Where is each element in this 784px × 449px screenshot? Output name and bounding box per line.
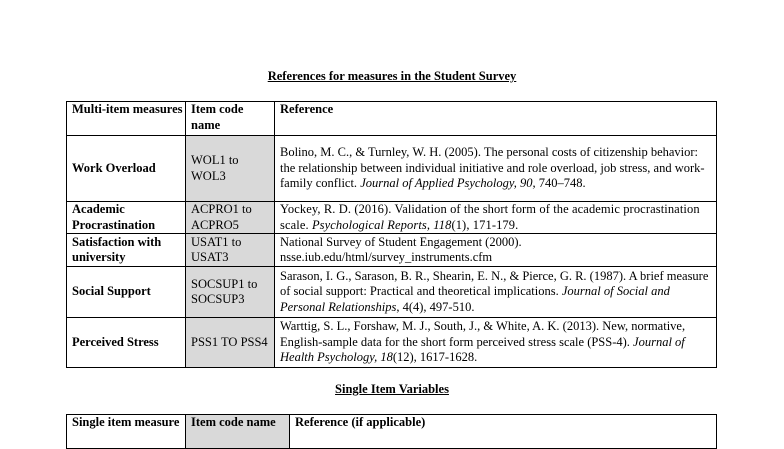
table-header-row xyxy=(67,102,717,136)
reference-tail: 740–748. xyxy=(535,176,586,191)
header-single-item: Single item measure xyxy=(67,415,186,449)
header-reference: Reference (if applicable) xyxy=(290,415,717,449)
reference-text: Sarason, I. G., Sarason, B. R., Shearin, E. N., & Pierce, G. R. (1987). A brief measure of social support: Practical and theoretical implications. xyxy=(280,268,709,299)
header-reference: Reference xyxy=(275,102,717,136)
header-item-code: Item code name xyxy=(186,415,290,449)
item-code: WOL1 to WOL3 xyxy=(186,136,275,202)
table-row xyxy=(67,136,717,202)
reference-cell xyxy=(275,267,717,318)
table-row xyxy=(67,234,717,267)
reference-tail: (12), 1617-1628. xyxy=(392,350,478,365)
item-code: SOCSUP1 to SOCSUP3 xyxy=(186,267,275,318)
header-measures: Multi-item measures xyxy=(67,102,186,136)
reference-journal: Journal of Social and Personal Relationships xyxy=(280,284,670,314)
item-code: ACPRO1 to ACPRO5 xyxy=(186,202,275,234)
table-row xyxy=(67,202,717,234)
reference-text: National Survey of Student Engagement (2000). nsse.iub.edu/html/survey_instruments.cfm xyxy=(280,234,522,264)
reference-cell xyxy=(275,318,717,368)
item-code: USAT1 to USAT3 xyxy=(186,234,275,267)
table1-title: References for measures in the Student Survey xyxy=(267,69,517,83)
measure-name: Satisfaction with university xyxy=(67,234,186,267)
reference-cell xyxy=(275,234,717,267)
reference-journal: Journal of Health Psychology, 18 xyxy=(280,334,685,365)
reference-cell xyxy=(275,136,717,202)
measures-table xyxy=(66,101,717,368)
reference-journal: Journal of Applied Psychology, 90, xyxy=(360,176,536,191)
reference-tail: (1), 171-179. xyxy=(451,217,519,232)
table-header-row xyxy=(67,415,717,449)
reference-text: Warttig, S. L., Forshaw, M. J., South, J., & White, A. K. (2013). New, normative, English-sample data for the short form perceived stress scale (PSS-4). xyxy=(280,319,686,349)
measure-name: Social Support xyxy=(67,267,186,318)
single-item-table xyxy=(66,414,717,449)
reference-cell xyxy=(275,202,717,234)
table2-title: Single Item Variables xyxy=(335,382,449,396)
table-row xyxy=(67,267,717,318)
table-row xyxy=(67,318,717,368)
reference-text: Yockey, R. D. (2016). Validation of the short form of the academic procrastination scale. xyxy=(280,202,700,232)
reference-tail: , 4(4), 497-510. xyxy=(396,299,475,314)
reference-text: Bolino, M. C., & Turnley, W. H. (2005). The personal costs of citizenship behavior: the relationship between individual initiative and role overload, job stress, and work-family conflict. xyxy=(280,145,705,191)
header-item-code: Item code name xyxy=(186,102,275,136)
measure-name: Perceived Stress xyxy=(67,318,186,368)
measure-name: Work Overload xyxy=(67,136,186,202)
item-code: PSS1 TO PSS4 xyxy=(186,318,275,368)
measure-name: Academic Procrastination xyxy=(67,202,186,234)
reference-journal: Psychological Reports, 118 xyxy=(311,217,452,232)
